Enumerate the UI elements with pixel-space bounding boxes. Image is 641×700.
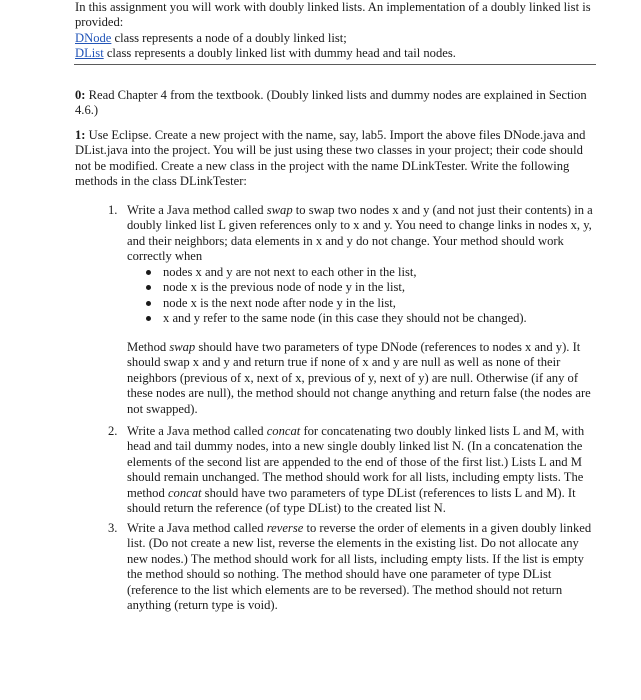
item-number: 1. [108, 203, 118, 217]
item-description [127, 203, 596, 265]
list-item [145, 311, 595, 326]
item-text-pre: Write a Java method called [127, 521, 267, 535]
intro-paragraph [75, 0, 595, 62]
swap-method-details [127, 340, 595, 417]
step-1-text: Use Eclipse. Create a new project with the name, say, lab5. Import the above files DNode.java and DList.java into the project. You will be just using these two classes in your project; their code should not be modified. Create a new class in the project with the name DLinkTester. Write the following methods in the class DLinkTester: [75, 128, 586, 189]
bullet-text: x and y refer to the same node (in this case they should not be changed). [163, 311, 527, 326]
step-0-label: 0: [75, 88, 86, 102]
dnode-link[interactable]: DNode [75, 30, 112, 45]
item-number: 3. [108, 521, 118, 535]
bullet-text: nodes x and y are not next to each other in the list, [163, 265, 417, 279]
details-text-post: should have two parameters of type DNode (references to nodes x and y). It should swap x and y and return true if none of x and y are null as well as none of their neighbors (previous of x, next of x, previous of y, next of y) are null. Otherwise (if any of these nodes are null), the method should not change anything and return false (the nodes are not swapped). [127, 340, 591, 416]
step-0-text: Read Chapter 4 from the textbook. (Doubly linked lists and dummy nodes are explained in Section 4.6.) [75, 88, 587, 118]
item-text-pre: Write a Java method called [127, 424, 267, 438]
method-name-reverse: reverse [266, 521, 304, 535]
dnode-description: class represents a node of a doubly linked list; [111, 30, 347, 45]
task-item-swap [108, 203, 596, 265]
list-item [145, 280, 595, 295]
method-name-concat: concat [266, 424, 301, 438]
list-item [145, 265, 595, 280]
step-1-label: 1: [75, 128, 86, 142]
step-1-paragraph [75, 128, 595, 190]
item-description [127, 424, 596, 516]
task-item-concat [108, 424, 596, 516]
bullet-icon [146, 270, 151, 275]
list-item [145, 296, 595, 311]
method-name-concat-ref: concat [167, 485, 202, 500]
bullet-icon [146, 316, 151, 321]
item-text-post: for concatenating two doubly linked lists L and M, with head and tail dummy nodes, into a new single doubly linked list N. (In a concatenation the elements of the second list are appended to the end of those of the first list.) Lists L and M should remain unchanged. The method should work for all lists, including empty lists. The method [127, 424, 585, 500]
bullet-icon [146, 285, 151, 290]
section-divider [74, 64, 596, 65]
bullet-icon [146, 301, 151, 306]
item-text-pre: Write a Java method called [127, 203, 267, 217]
task-item-reverse [108, 521, 596, 613]
swap-cases-list [145, 265, 595, 327]
method-name-swap: swap [266, 203, 293, 217]
item-text-post: to swap two nodes x and y (and not just their contents) in a doubly linked list L given references only to x and y. You need to change links in nodes x, y, and their neighbors; data elements in x and y do not change. Your method should work correctly when [127, 203, 593, 264]
bullet-text: node x is the next node after node y in the list, [163, 295, 396, 310]
dlist-description: class represents a doubly linked list with dummy head and tail nodes. [103, 46, 456, 61]
dlist-link[interactable]: DList [75, 46, 104, 61]
item-text-post: to reverse the order of elements in a given doubly linked list. (Do not create a new list, reverse the elements in the existing list. Do not allocate any new nodes.) The method should work for all lists, including empty lists. If the list is empty the method should so nothing. The method should have one parameter of type DList (reference to the list which elements are to be reversed). The method should not return anything (return type is void). [127, 521, 592, 613]
step-0-paragraph [75, 88, 595, 119]
intro-text: In this assignment you will work with doubly linked lists. An implementation of a doubly linked list is provided: [75, 0, 591, 30]
item-number: 2. [108, 424, 118, 438]
bullet-text: node x is the previous node of node y in the list, [163, 280, 406, 295]
item-description [127, 521, 596, 613]
method-name-swap-ref: swap [169, 340, 196, 354]
item-text-post-2: should have two parameters of type DList (references to lists L and M). It should return the reference (of type DList) to the created list N. [127, 485, 576, 516]
details-text-pre: Method [127, 340, 170, 354]
